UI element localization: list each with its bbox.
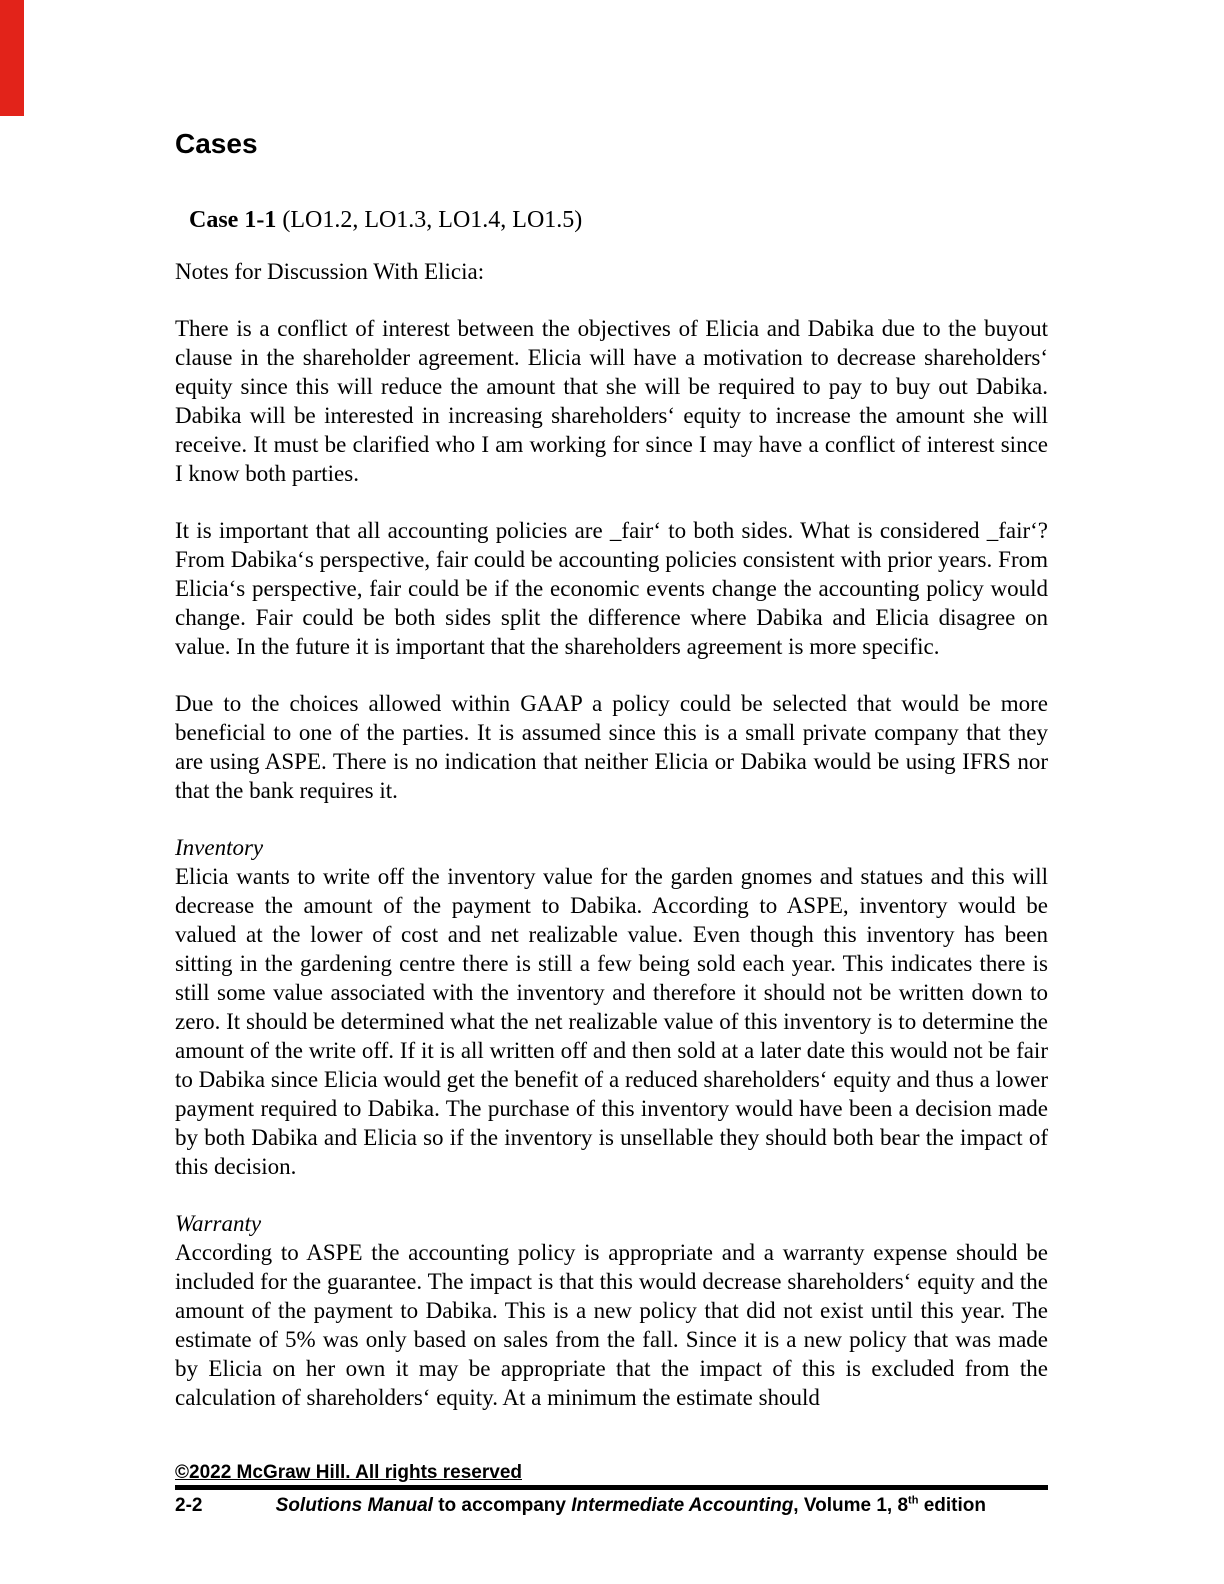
paragraph-fair-policies: It is important that all accounting policies are _fair‘ to both sides. What is considered _fair‘? From Dabika‘s perspective, fair could be accounting policies consistent with prior years. From Elicia‘s perspective, fair could be if the economic events change the accounting policy would change. Fair could be both sides split the difference where Dabika and Elicia disagree on value. In the future it is important that the shareholders agreement is more specific.	[175, 518, 1048, 659]
section-inventory	[175, 833, 1048, 1181]
red-accent-bar	[0, 0, 24, 116]
footer-row	[175, 1494, 1048, 1517]
case-number: Case 1-1	[189, 207, 277, 233]
case-title	[189, 206, 1048, 235]
copyright-text: ©2022 McGraw Hill. All rights reserved	[175, 1462, 522, 1483]
manual-title-solutions-manual: Solutions Manual	[275, 1495, 433, 1516]
footer-rule	[175, 1485, 1048, 1490]
manual-title-volume: , Volume 1, 8	[793, 1495, 909, 1516]
paragraph-conflict-of-interest: There is a conflict of interest between the objectives of Elicia and Dabika due to the buyout clause in the shareholder agreement. Elicia will have a motivation to decrease shareholders‘ equity since this will reduce the amount that she will be required to pay to buy out Dabika. Dabika will be interested in increasing shareholders‘ equity to increase the amount she will receive. It must be clarified who I am working for since I may have a conflict of interest since I know both parties.	[175, 316, 1048, 486]
cases-heading: Cases	[175, 128, 258, 159]
warranty-heading: Warranty	[175, 1211, 262, 1236]
case-learning-objectives: (LO1.2, LO1.3, LO1.4, LO1.5)	[276, 207, 583, 233]
section-warranty	[175, 1209, 1048, 1412]
manual-title	[276, 1494, 986, 1517]
inventory-paragraph: Elicia wants to write off the inventory value for the garden gnomes and statues and this will decrease the amount of the payment to Dabika. According to ASPE, inventory would be valued at the lower of cost and net realizable value. Even though this inventory has been sitting in the gardening centre there is still a few being sold each year. This indicates there is still some value associated with the inventory and therefore it should not be written down to zero. It should be determined what the net realizable value of this inventory is to determine the amount of the write off. If it is all written off and then sold at a later date this would not be fair to Dabika since Elicia would get the benefit of a reduced shareholders‘ equity and thus a lower payment required to Dabika. The purchase of this inventory would have been a decision made by both Dabika and Elicia so if the inventory is unsellable they should both bear the impact of this decision.	[175, 864, 1048, 1179]
manual-title-edition-superscript: th	[908, 1494, 919, 1507]
manual-title-intermediate-accounting: Intermediate Accounting	[571, 1495, 794, 1516]
warranty-paragraph: According to ASPE the accounting policy is appropriate and a warranty expense should be included for the guarantee. The impact is that this would decrease shareholders‘ equity and the amount of the payment to Dabika. This is a new policy that did not exist until this year. The estimate of 5% was only based on sales from the fall. Since it is a new policy that was made by Elicia on her own it may be appropriate that the impact of this is excluded from the calculation of shareholders‘ equity. At a minimum the estimate should	[175, 1240, 1048, 1410]
paragraph-gaap-aspe: Due to the choices allowed within GAAP a policy could be selected that would be more beneficial to one of the parties. It is assumed since this is a small private company that they are using ASPE. There is no indication that neither Elicia or Dabika would be using IFRS nor that the bank requires it.	[175, 691, 1048, 803]
page-body	[175, 0, 1048, 1435]
manual-title-mid: to accompany	[432, 1495, 572, 1516]
page-footer	[175, 1462, 1048, 1517]
inventory-heading: Inventory	[175, 835, 264, 860]
notes-intro-line: Notes for Discussion With Elicia:	[175, 259, 485, 284]
manual-title-edition: edition	[918, 1495, 986, 1516]
page-number: 2-2	[175, 1495, 203, 1516]
copyright-line	[175, 1462, 1048, 1484]
